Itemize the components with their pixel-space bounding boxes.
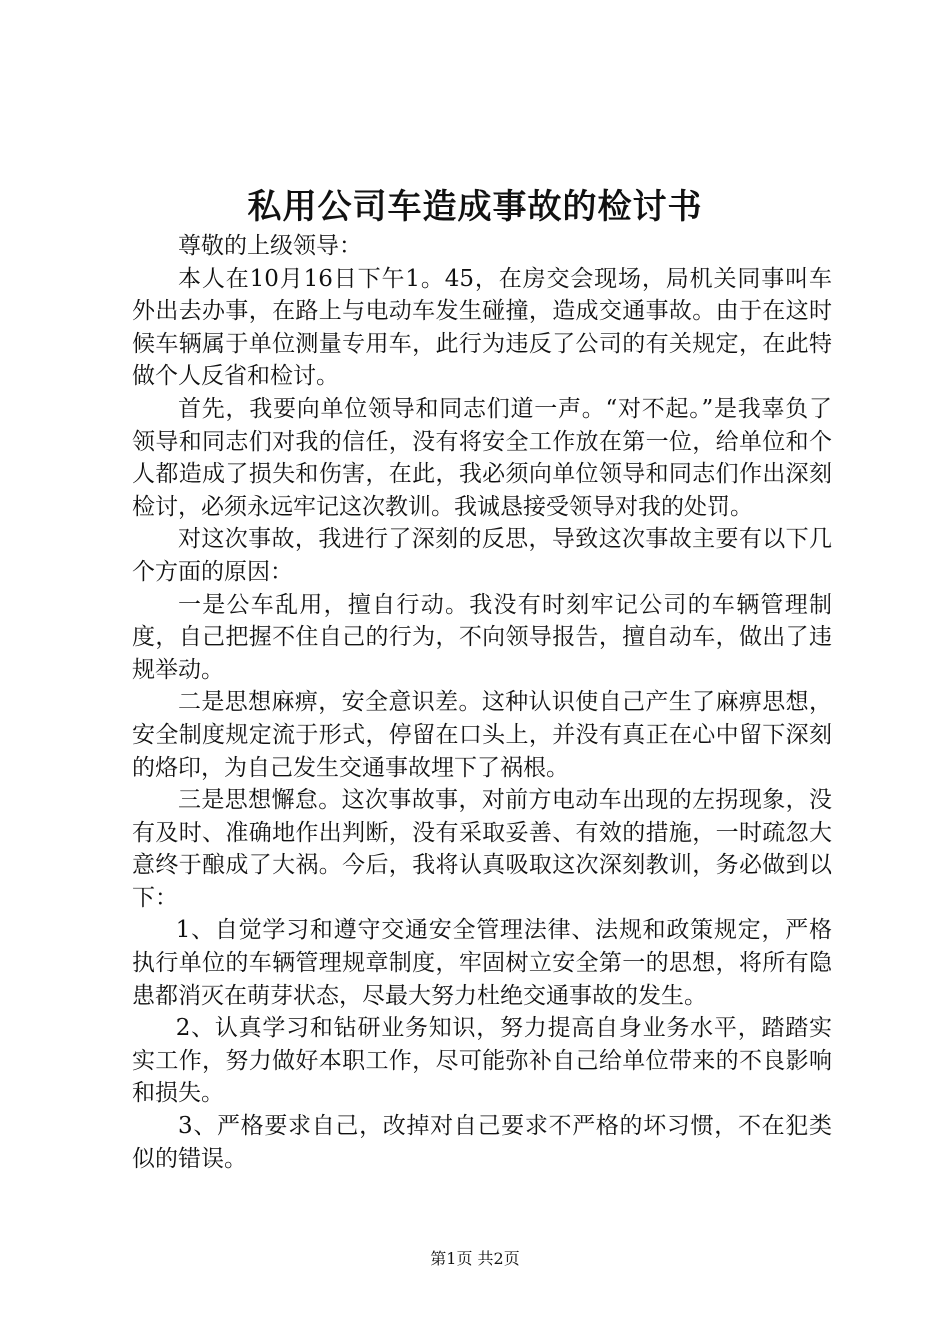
page-number-footer: 第1页 共2页	[430, 1249, 520, 1268]
paragraph-reason-2: 二是思想麻痹，安全意识差。这种认识使自己产生了麻痹思想，安全制度规定流于形式，停留在口头上，并没有真正在心中留下深刻的烙印，为自己发生交通事故埋下了祸根。	[132, 689, 832, 781]
paragraph-commitment-1: 1、自觉学习和遵守交通安全管理法律、法规和政策规定，严格执行单位的车辆管理规章制度，牢固树立安全第一的思想，将所有隐患都消灭在萌芽状态，尽最大努力杜绝交通事故的发生。	[132, 917, 832, 1009]
document-title: 私用公司车造成事故的检讨书	[247, 187, 703, 227]
paragraph-apology: 首先，我要向单位领导和同志们道一声。“对不起。”是我辜负了领导和同志们对我的信任，没有将安全工作放在第一位，给单位和个人都造成了损失和伤害，在此，我必须向单位领导和同志们作出深刻检讨，必须永远牢记这次教训。我诚恳接受领导对我的处罚。	[132, 395, 832, 520]
paragraph-incident: 本人在10月16日下午1。45，在房交会现场，局机关同事叫车外出去办事，在路上与电动车发生碰撞，造成交通事故。由于在这时候车辆属于单位测量专用车，此行为违反了公司的有关规定，在此特做个人反省和检讨。	[132, 265, 832, 390]
paragraph-reflection: 对这次事故，我进行了深刻的反思，导致这次事故主要有以下几个方面的原因：	[132, 526, 832, 585]
paragraph-commitment-3: 3、严格要求自己，改掉对自己要求不严格的坏习惯，不在犯类似的错误。	[132, 1113, 832, 1172]
paragraph-commitment-2: 2、认真学习和钻研业务知识，努力提高自身业务水平，踏踏实实工作，努力做好本职工作，尽可能弥补自己给单位带来的不良影响和损失。	[132, 1015, 832, 1107]
paragraph-reason-1: 一是公车乱用，擅自行动。我没有时刻牢记公司的车辆管理制度，自己把握不住自己的行为，不向领导报告，擅自动车，做出了违规举动。	[132, 591, 832, 683]
paragraph-reason-3: 三是思想懈怠。这次事故事，对前方电动车出现的左拐现象，没有及时、准确地作出判断，没有采取妥善、有效的措施，一时疏忽大意终于酿成了大祸。今后，我将认真吸取这次深刻教训，务必做到以下：	[132, 787, 832, 911]
salutation: 尊敬的上级领导：	[178, 233, 362, 259]
document-body	[132, 230, 832, 1175]
